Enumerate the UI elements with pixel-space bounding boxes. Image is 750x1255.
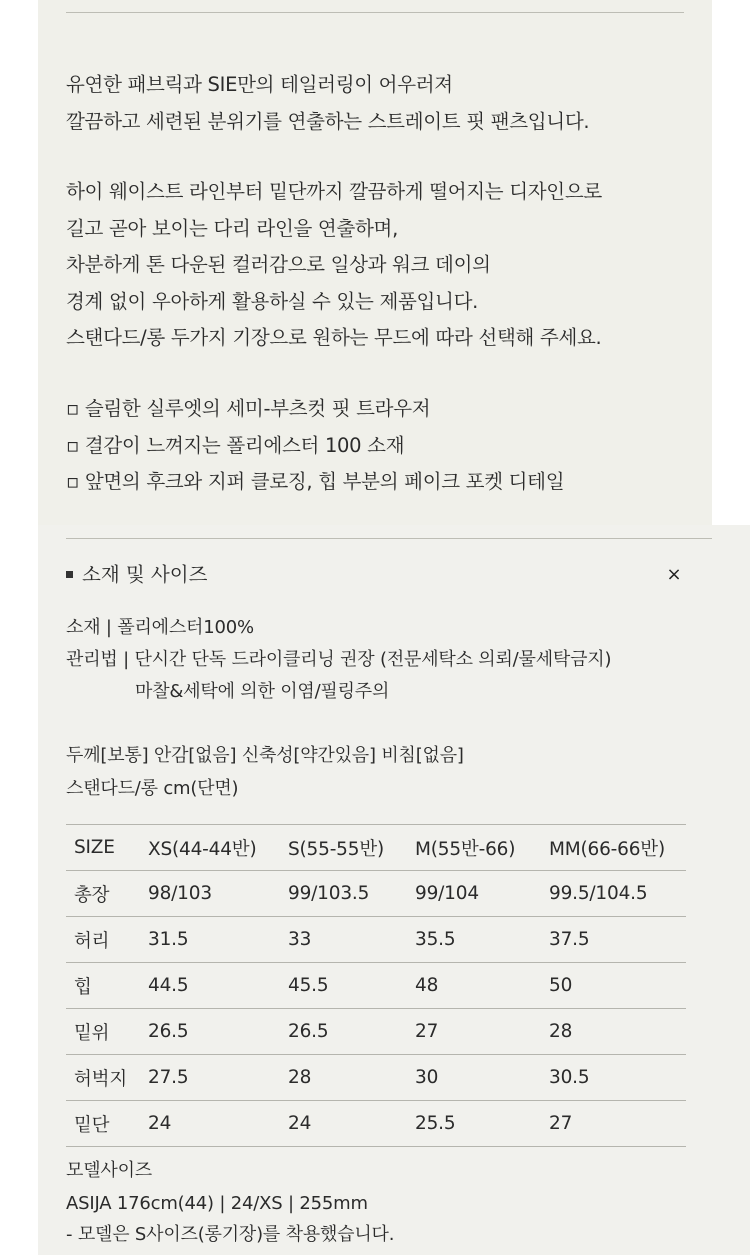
table-header-cell: S(55-55반) <box>280 825 407 871</box>
table-cell: 28 <box>280 1055 407 1101</box>
table-cell: 99/104 <box>407 871 541 917</box>
fabric-attributes: 두께[보통] 안감[없음] 신축성[약간있음] 비침[없음] <box>66 745 464 766</box>
table-cell: 25.5 <box>407 1101 541 1147</box>
table-header-cell: MM(66-66반) <box>541 825 686 871</box>
description-line: 길고 곧아 보이는 다리 라인을 연출하며, <box>66 216 398 240</box>
table-cell: 밑단 <box>66 1101 140 1147</box>
table-cell: 허리 <box>66 917 140 963</box>
table-cell: 26.5 <box>140 1009 280 1055</box>
table-cell: 24 <box>140 1101 280 1147</box>
table-header-cell: SIZE <box>66 825 140 871</box>
table-cell: 44.5 <box>140 963 280 1009</box>
table-cell: 99/103.5 <box>280 871 407 917</box>
model-size-note: - 모델은 S사이즈(롱기장)를 착용했습니다. <box>66 1224 395 1245</box>
table-cell: 힙 <box>66 963 140 1009</box>
size-section-header[interactable] <box>66 560 686 590</box>
feature-list <box>66 391 564 501</box>
table-cell: 30 <box>407 1055 541 1101</box>
description-paragraph-1 <box>66 67 589 140</box>
description-line: 유연한 패브릭과 SIE만의 테일러링이 어우러져 <box>66 73 453 96</box>
table-header-cell: M(55반-66) <box>407 825 541 871</box>
table-cell: 26.5 <box>280 1009 407 1055</box>
description-line: 깔끔하고 세련된 분위기를 연출하는 스트레이트 핏 팬츠입니다. <box>66 109 590 133</box>
care-info: 관리법 | 단시간 단독 드라이클리닝 권장 (전문세탁소 의뢰/물세탁금지) <box>66 649 612 670</box>
divider-section <box>66 538 712 539</box>
table-cell: 28 <box>541 1009 686 1055</box>
table-cell: 35.5 <box>407 917 541 963</box>
table-cell: 30.5 <box>541 1055 686 1101</box>
table-row <box>66 1009 686 1055</box>
table-cell: 총장 <box>66 871 140 917</box>
unit-note: 스탠다드/롱 cm(단면) <box>66 778 239 799</box>
feature-item: ▫ 앞면의 후크와 지퍼 클로징, 힙 부분의 페이크 포켓 디테일 <box>66 470 565 494</box>
size-table <box>66 824 686 1147</box>
table-cell: 24 <box>280 1101 407 1147</box>
care-info-note: 마찰&세탁에 의한 이염/필링주의 <box>135 681 390 702</box>
table-cell: 37.5 <box>541 917 686 963</box>
table-cell: 허벅지 <box>66 1055 140 1101</box>
table-cell: 31.5 <box>140 917 280 963</box>
right-margin <box>712 0 750 525</box>
model-size-title: 모델사이즈 <box>66 1160 152 1181</box>
table-row <box>66 1101 686 1147</box>
table-cell: 48 <box>407 963 541 1009</box>
description-line: 스탠다드/롱 두가지 기장으로 원하는 무드에 따라 선택해 주세요. <box>66 326 602 350</box>
model-size-info: ASIJA 176cm(44) | 24/XS | 255mm <box>66 1193 368 1214</box>
description-line: 하이 웨이스트 라인부터 밑단까지 깔끔하게 떨어지는 디자인으로 <box>66 180 602 203</box>
description-line: 차분하게 톤 다운된 컬러감으로 일상과 워크 데이의 <box>66 253 491 277</box>
table-cell: 50 <box>541 963 686 1009</box>
table-header-row <box>66 825 686 871</box>
feature-item: ▫ 슬림한 실루엣의 세미-부츠컷 핏 트라우저 <box>66 397 431 420</box>
table-row <box>66 1055 686 1101</box>
table-cell: 27.5 <box>140 1055 280 1101</box>
section-title: 소재 및 사이즈 <box>82 563 208 586</box>
close-icon[interactable]: × <box>666 564 682 585</box>
table-cell: 99.5/104.5 <box>541 871 686 917</box>
table-cell: 27 <box>407 1009 541 1055</box>
square-bullet-icon <box>66 571 73 578</box>
table-cell: 98/103 <box>140 871 280 917</box>
table-cell: 45.5 <box>280 963 407 1009</box>
divider-top <box>66 12 684 13</box>
table-cell: 33 <box>280 917 407 963</box>
table-cell: 밑위 <box>66 1009 140 1055</box>
left-margin <box>0 0 38 1255</box>
description-paragraph-2 <box>66 174 602 357</box>
material-info: 소재 | 폴리에스터100% <box>66 617 254 638</box>
description-line: 경계 없이 우아하게 활용하실 수 있는 제품입니다. <box>66 289 479 313</box>
table-row <box>66 963 686 1009</box>
table-row <box>66 871 686 917</box>
table-header-cell: XS(44-44반) <box>140 825 280 871</box>
table-row <box>66 917 686 963</box>
table-cell: 27 <box>541 1101 686 1147</box>
feature-item: ▫ 결감이 느껴지는 폴리에스터 100 소재 <box>66 433 405 457</box>
